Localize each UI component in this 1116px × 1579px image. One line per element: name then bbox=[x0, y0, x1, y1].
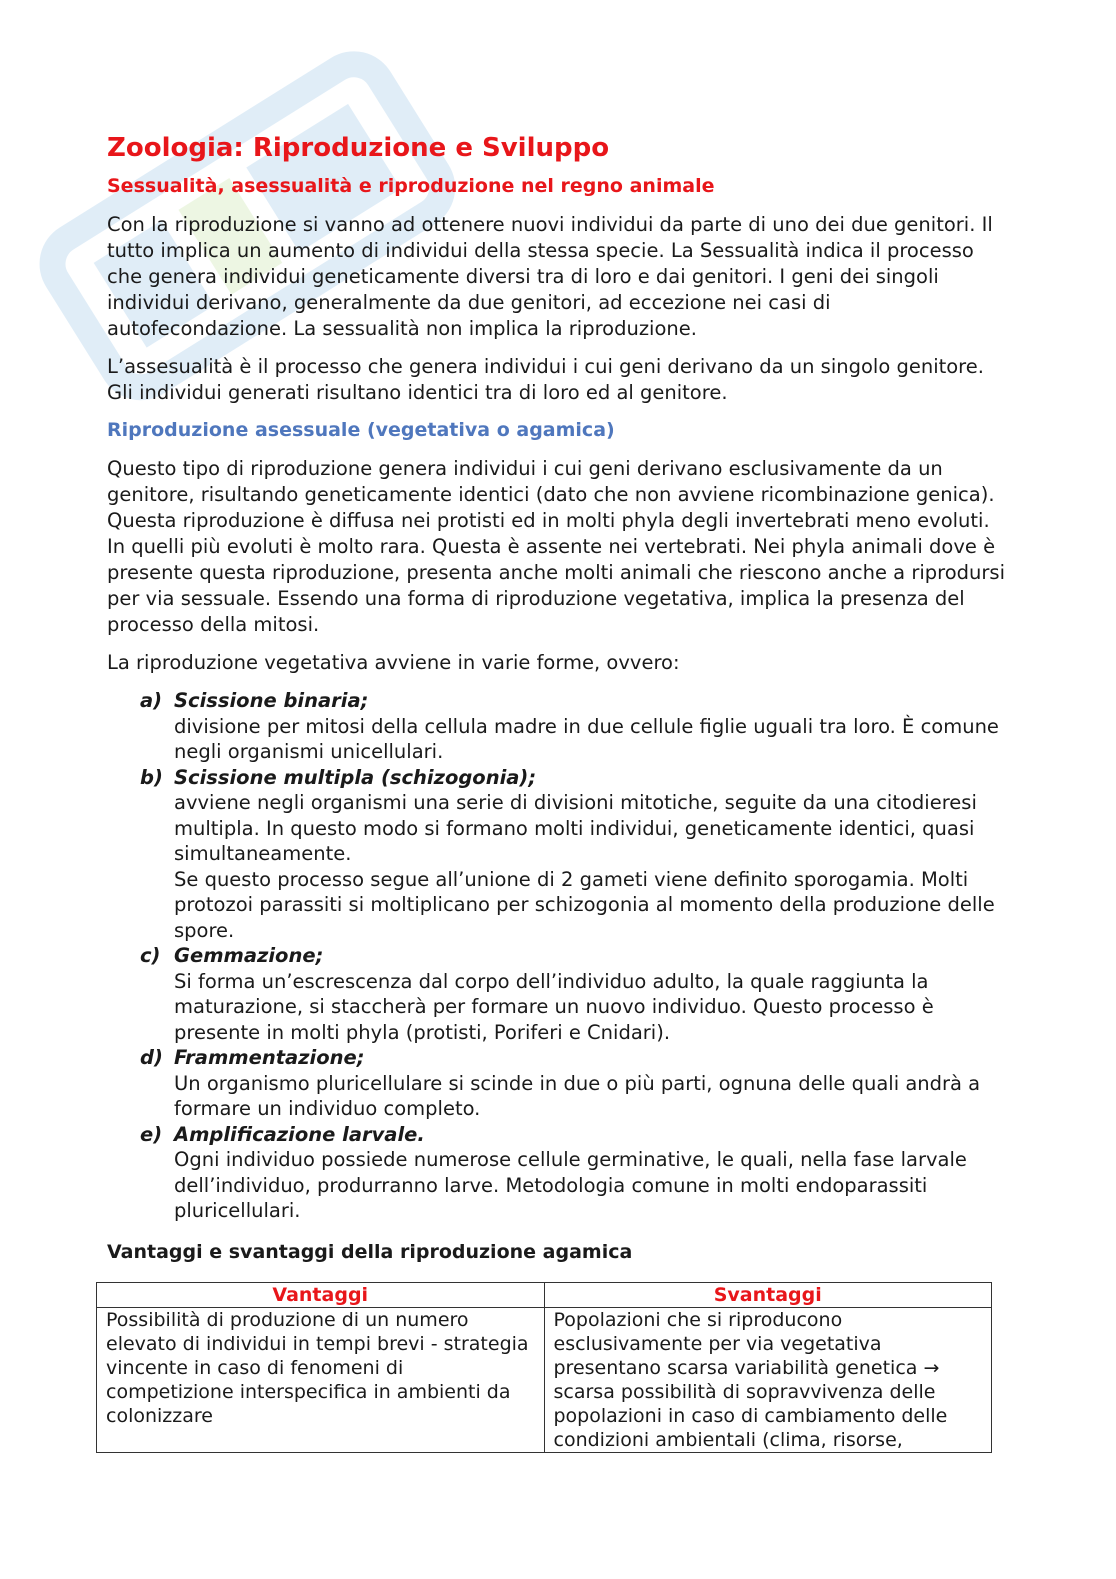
list-item bbox=[140, 765, 1007, 944]
comparison-table bbox=[96, 1282, 992, 1453]
list-item-title: Frammentazione; bbox=[174, 1046, 365, 1069]
list-item-body: Se questo processo segue all’unione di 2 gameti viene definito sporogamia. Molti protozoi parassiti si moltiplicano per schizogonia al momento della produzione delle spore. bbox=[174, 867, 995, 942]
list-item bbox=[140, 943, 1007, 1045]
list-item-body: avviene negli organismi una serie di divisioni mitotiche, seguite da una citodieresi multipla. In questo modo si formano molti individui, geneticamente identici, quasi simultaneamente. bbox=[174, 791, 977, 865]
list-item-body: Ogni individuo possiede numerose cellule germinative, le quali, nella fase larvale dell’individuo, produrranno larve. Metodologia comune in molti endoparassiti pluricellulari. bbox=[174, 1148, 967, 1222]
list-marker: c) bbox=[140, 944, 161, 967]
list-item-title: Scissione binaria; bbox=[174, 689, 369, 712]
reproduction-forms-list bbox=[107, 688, 1007, 1224]
document-page bbox=[106, 130, 1007, 1451]
table-header-row bbox=[97, 1283, 992, 1308]
list-item-body: Un organismo pluricellulare si scinde in due o più parti, ognuna delle quali andrà a formare un individuo completo. bbox=[174, 1071, 981, 1120]
table-header-svantaggi: Svantaggi bbox=[544, 1283, 992, 1308]
paragraph: La riproduzione vegetativa avviene in varie forme, ovvero: bbox=[107, 651, 680, 674]
table-header-vantaggi: Vantaggi bbox=[97, 1283, 545, 1308]
list-item-title: Gemmazione; bbox=[174, 944, 324, 967]
list-item bbox=[140, 1122, 1007, 1224]
list-item-body: divisione per mitosi della cellula madre in due cellule figlie uguali tra loro. È comune negli organismi unicellulari. bbox=[174, 714, 999, 763]
list-item bbox=[140, 688, 1007, 765]
list-marker: e) bbox=[140, 1122, 163, 1146]
list-item-title: Amplificazione larvale. bbox=[174, 1122, 425, 1146]
section-heading-vantaggi-svantaggi: Vantaggi e svantaggi della riproduzione agamica bbox=[107, 1240, 633, 1263]
list-item-body: Si forma un’escrescenza dal corpo dell’individuo adulto, la quale raggiunta la maturazione, si staccherà per formare un nuovo individuo. Questo processo è presente in molti phyla (protisti, Poriferi e Cnidari). bbox=[174, 969, 934, 1044]
list-marker: a) bbox=[140, 689, 163, 712]
table-cell-svantaggi: Popolazioni che si riproducono esclusivamente per via vegetativa presentano scarsa variabilità genetica → scarsa possibilità di sopravvivenza delle popolazioni in caso di cambiamento delle condizioni ambientali (clima, risorse, bbox=[544, 1308, 992, 1453]
list-marker: d) bbox=[140, 1046, 163, 1069]
document-title: Zoologia: Riproduzione e Sviluppo bbox=[107, 133, 610, 163]
paragraph: Con la riproduzione si vanno ad ottenere nuovi individui da parte di uno dei due genitori. Il tutto implica un aumento di individui della stessa specie. La Sessualità indica il processo che genera individui geneticamente diversi tra di loro e dai genitori. I geni dei singoli individui derivano, generalmente da due genitori, ad eccezione nei casi di autofecondazione. La sessualità non implica la riproduzione. bbox=[107, 213, 993, 340]
paragraph: L’assesualità è il processo che genera individui i cui geni derivano da un singolo genitore. Gli individui generati risultano identici tra di loro ed al genitore. bbox=[107, 355, 984, 404]
section-heading-sessualita: Sessualità, asessualità e riproduzione nel regno animale bbox=[107, 175, 715, 197]
table-cell-vantaggi: Possibilità di produzione di un numero elevato di individui in tempi brevi - strategia vincente in caso di fenomeni di competizione interspecifica in ambienti da colonizzare bbox=[97, 1308, 545, 1453]
paragraph: Questo tipo di riproduzione genera individui i cui geni derivano esclusivamente da un genitore, risultando geneticamente identici (dato che non avviene ricombinazione genica). Questa riproduzione è diffusa nei protisti ed in molti phyla degli invertebrati meno evoluti. In quelli più evoluti è molto rara. Questa è assente nei vertebrati. Nei phyla animali dove è presente questa riproduzione, presenta anche molti animali che riescono anche a riprodursi per via sessuale. Essendo una forma di riproduzione vegetativa, implica la presenza del processo della mitosi. bbox=[107, 457, 1005, 636]
table-row bbox=[97, 1308, 992, 1453]
section-heading-riproduzione-asessuale: Riproduzione asessuale (vegetativa o agamica) bbox=[107, 419, 615, 441]
list-marker: b) bbox=[140, 765, 163, 789]
list-item-title: Scissione multipla (schizogonia); bbox=[174, 765, 537, 789]
list-item bbox=[140, 1045, 1007, 1122]
